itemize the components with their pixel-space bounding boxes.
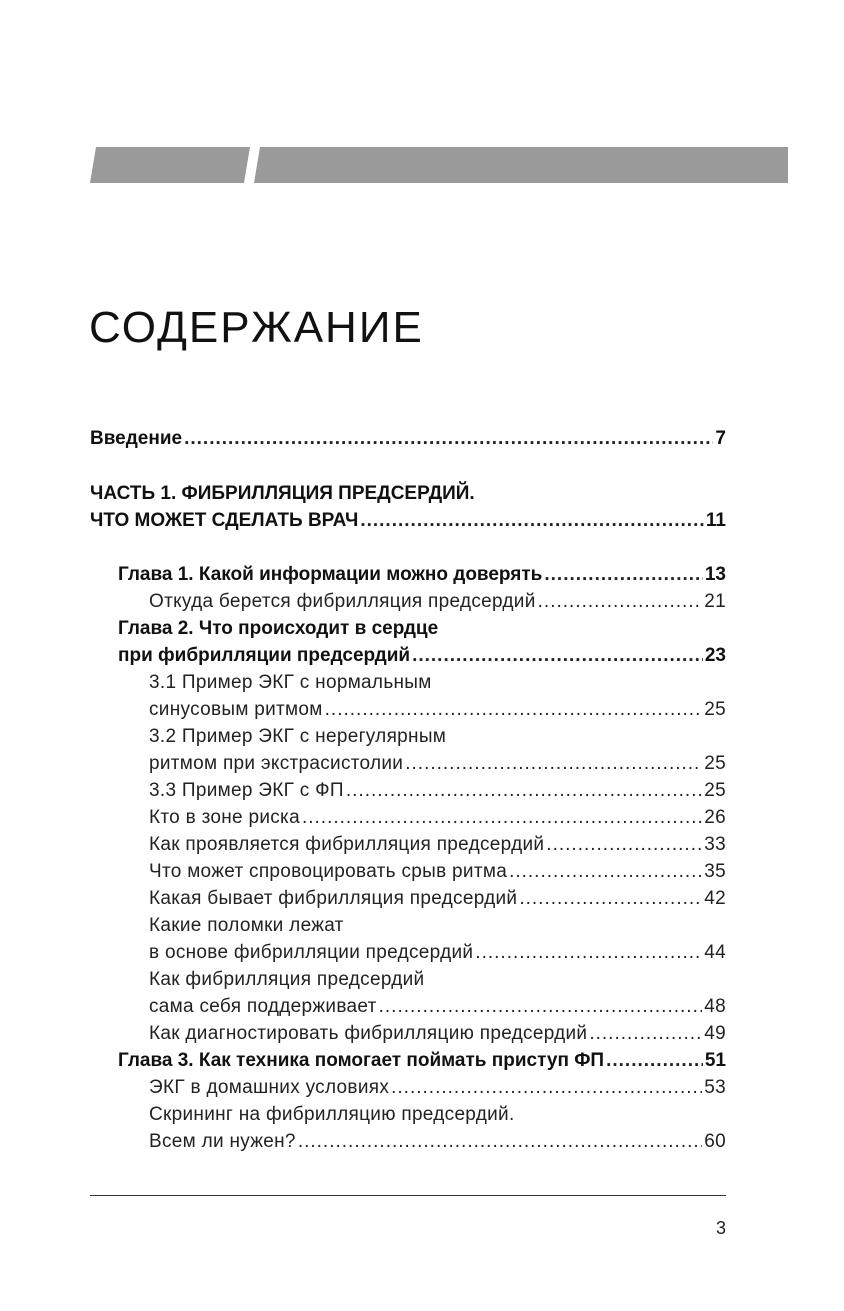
toc-leader	[519, 885, 702, 912]
toc-leader	[325, 696, 703, 723]
toc-title: Глава 3. Как техника помогает поймать приступ ФП	[118, 1050, 605, 1071]
toc-title: 3.3 Пример ЭКГ с ФП	[149, 780, 344, 801]
toc-entry-chapter-2[interactable]	[90, 615, 726, 669]
toc-leader	[391, 1074, 702, 1101]
toc-title: ЧАСТЬ 1. ФИБРИЛЛЯЦИЯ ПРЕДСЕРДИЙ.	[90, 483, 475, 504]
toc-title: ЧТО МОЖЕТ СДЕЛАТЬ ВРАЧ	[90, 510, 359, 531]
toc-title: Как фибрилляция предсердий	[149, 969, 425, 990]
toc-page: 51	[704, 1050, 726, 1071]
toc-entry-subsection[interactable]	[90, 804, 726, 831]
page-number: 3	[716, 1218, 727, 1238]
toc-title: Всем ли нужен?	[149, 1131, 296, 1152]
toc-entry-part1[interactable]	[90, 480, 726, 534]
toc-title: Что может спровоцировать срыв ритма	[149, 861, 508, 882]
toc-page: 35	[704, 861, 726, 882]
toc-page: 49	[704, 1023, 726, 1044]
toc-page: 26	[704, 807, 726, 828]
toc-entry-subsection[interactable]	[90, 885, 726, 912]
toc-page: 7	[715, 428, 726, 449]
toc-entry-subsection[interactable]	[90, 588, 726, 615]
toc-leader	[589, 1020, 702, 1047]
toc-entry-subsection[interactable]	[90, 966, 726, 1020]
toc-title: 3.2 Пример ЭКГ с нерегулярным	[149, 726, 447, 747]
toc-page: 25	[704, 780, 726, 801]
toc-entry-chapter-3[interactable]	[90, 1047, 726, 1074]
toc-leader	[405, 750, 702, 777]
toc-page: 11	[705, 510, 726, 531]
toc-entry-subsection[interactable]	[90, 831, 726, 858]
toc-page: 42	[704, 888, 726, 909]
header-banner-left	[90, 147, 250, 183]
toc-leader	[184, 425, 713, 452]
toc-entry-intro[interactable]	[90, 425, 726, 452]
toc-page: 60	[704, 1131, 726, 1152]
toc-title: Как диагностировать фибрилляцию предсердий	[149, 1023, 588, 1044]
toc-entry-subsection[interactable]	[90, 723, 726, 777]
footer-divider	[90, 1195, 726, 1196]
toc-entry-subsection[interactable]	[90, 1101, 726, 1155]
toc-page: 25	[704, 753, 726, 774]
header-banner-right	[254, 147, 788, 183]
toc-entry-chapter-1[interactable]	[90, 561, 726, 588]
toc-page: 25	[704, 699, 726, 720]
toc-entry-subsection[interactable]	[90, 1020, 726, 1047]
toc-title: Откуда берется фибрилляция предсердий	[149, 591, 536, 612]
toc-title: Скрининг на фибрилляцию предсердий.	[149, 1104, 515, 1125]
toc-entry-subsection[interactable]	[90, 669, 726, 723]
toc-title: 3.1 Пример ЭКГ с нормальным	[149, 672, 432, 693]
toc-title: Какая бывает фибрилляция предсердий	[149, 888, 518, 909]
page-title: СОДЕРЖАНИЕ	[89, 303, 424, 352]
toc-title: Кто в зоне риска	[149, 807, 300, 828]
toc-entry-subsection[interactable]	[90, 777, 726, 804]
table-of-contents	[90, 425, 726, 1155]
toc-entry-subsection[interactable]	[90, 912, 726, 966]
toc-entry-subsection[interactable]	[90, 1074, 726, 1101]
toc-leader	[606, 1047, 703, 1074]
toc-title: ритмом при экстрасистолии	[149, 753, 404, 774]
toc-page: 21	[704, 591, 726, 612]
toc-leader	[538, 588, 703, 615]
toc-title: синусовым ритмом	[149, 699, 323, 720]
toc-leader	[544, 561, 703, 588]
toc-leader	[379, 993, 703, 1020]
toc-title: сама себя поддерживает	[149, 996, 377, 1017]
toc-title: Как проявляется фибрилляция предсердий	[149, 834, 545, 855]
toc-leader	[302, 804, 702, 831]
toc-page: 44	[704, 942, 726, 963]
toc-leader	[346, 777, 702, 804]
toc-page: 33	[704, 834, 726, 855]
toc-leader	[298, 1128, 702, 1155]
toc-page: 23	[704, 645, 726, 666]
toc-leader	[546, 831, 702, 858]
toc-title: Введение	[90, 428, 183, 449]
toc-leader	[509, 858, 702, 885]
toc-title: при фибрилляции предсердий	[118, 645, 411, 666]
toc-title: ЭКГ в домашних условиях	[149, 1077, 390, 1098]
toc-title: Глава 1. Какой информации можно доверять	[118, 564, 543, 585]
toc-page: 48	[704, 996, 726, 1017]
toc-entry-subsection[interactable]	[90, 858, 726, 885]
toc-page: 13	[704, 564, 726, 585]
toc-leader	[412, 642, 703, 669]
toc-leader	[475, 939, 702, 966]
toc-page: 53	[704, 1077, 726, 1098]
toc-title: Какие поломки лежат	[149, 915, 344, 936]
toc-title: Глава 2. Что происходит в сердце	[118, 618, 439, 639]
toc-title: в основе фибрилляции предсердий	[149, 942, 474, 963]
toc-leader	[360, 507, 704, 534]
